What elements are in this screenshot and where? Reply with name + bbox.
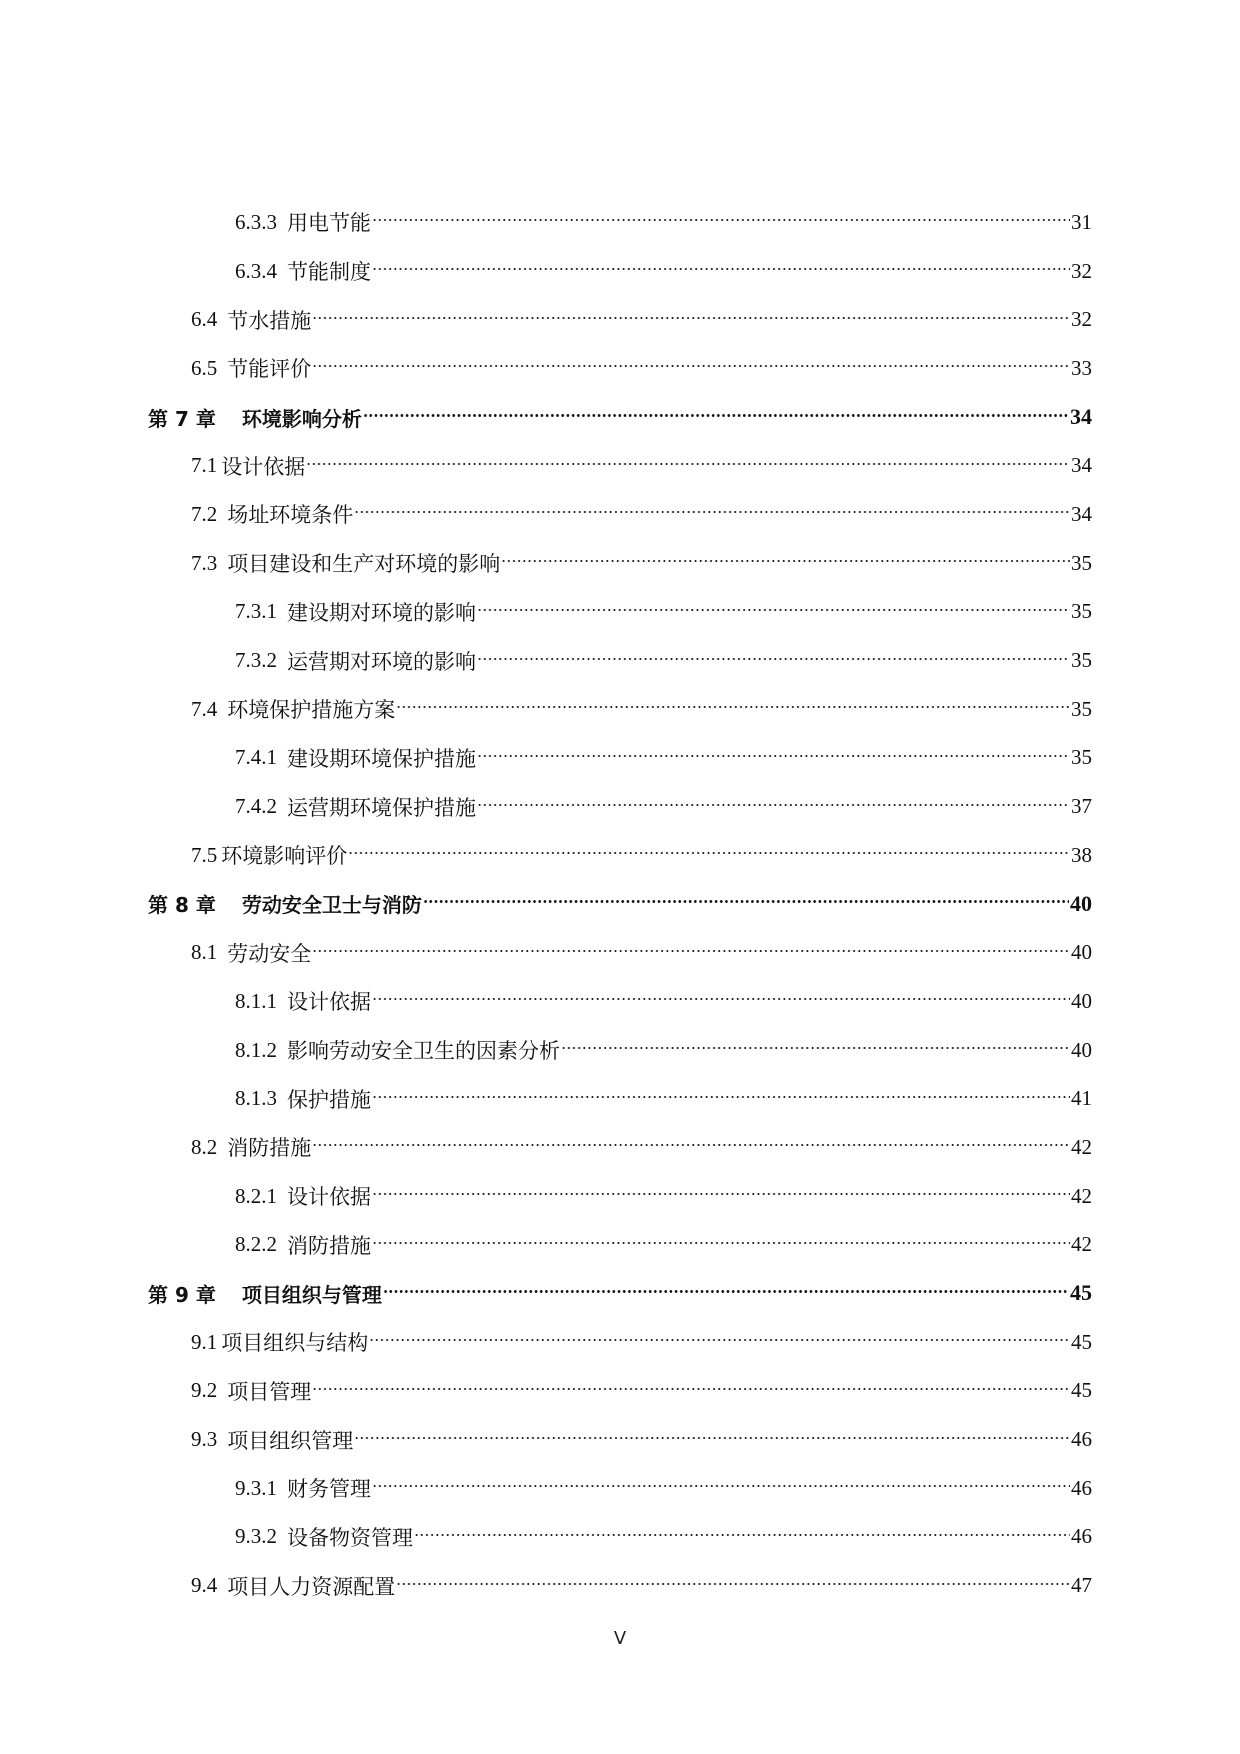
- toc-entry-title: 设计依据: [287, 1185, 371, 1210]
- toc-chapter-entry[interactable]: [0, 880, 1240, 929]
- dot-leader: [372, 1193, 1070, 1195]
- dot-leader: [306, 463, 1070, 465]
- toc-entry-page-number: 46: [1071, 1475, 1092, 1500]
- toc-entry-title: 劳动安全卫士与消防: [241, 893, 422, 918]
- toc-entry-title: 影响劳动安全卫生的因素分析: [287, 1039, 560, 1064]
- dot-leader: [372, 1096, 1070, 1098]
- toc-entry[interactable]: [0, 1172, 1240, 1221]
- toc-entry-line: [148, 1279, 1240, 1308]
- toc-entry-number: 8.1: [191, 940, 218, 965]
- toc-entry-title: 环境影响评价: [221, 844, 348, 869]
- toc-entry-line: [191, 451, 1240, 481]
- toc-entry-line: [235, 1230, 1240, 1260]
- toc-entry-title: 项目人力资源配置: [227, 1574, 396, 1599]
- toc-entry-line: [235, 646, 1240, 676]
- toc-entry-page-number: 40: [1071, 940, 1092, 965]
- dot-leader: [372, 1242, 1070, 1244]
- toc-entry-number: 7.3.2: [235, 648, 277, 673]
- toc-entry-line: [191, 1327, 1240, 1357]
- toc-entry-title: 环境保护措施方案: [227, 698, 396, 723]
- toc-entry-line: [235, 1035, 1240, 1065]
- toc-entry-line: [235, 1522, 1240, 1552]
- toc-entry-title: 保护措施: [287, 1087, 371, 1112]
- toc-entry-number: 第 9 章: [148, 1282, 216, 1307]
- toc-entry[interactable]: [0, 1415, 1240, 1464]
- toc-entry-line: [191, 1376, 1240, 1406]
- toc-entry-title: 项目建设和生产对环境的影响: [227, 552, 501, 577]
- dot-leader: [383, 1290, 1069, 1293]
- dot-leader: [354, 511, 1070, 513]
- toc-entry-title: 消防措施: [227, 1136, 312, 1161]
- dot-leader: [372, 998, 1070, 1000]
- toc-entry-title: 项目组织与管理: [241, 1282, 382, 1307]
- toc-entry[interactable]: [0, 1074, 1240, 1123]
- dot-leader: [312, 317, 1070, 319]
- dot-leader: [501, 560, 1070, 562]
- dot-leader: [369, 1339, 1070, 1341]
- page-number-footer: V: [613, 1628, 627, 1649]
- toc-entry-line: [235, 743, 1240, 773]
- toc-entry-page-number: 38: [1071, 842, 1092, 867]
- dot-leader: [312, 365, 1070, 367]
- toc-entry-title: 节水措施: [227, 308, 312, 333]
- toc-entry-title: 建设期对环境的影响: [287, 600, 476, 625]
- toc-entry-number: 7.2: [191, 501, 218, 526]
- toc-entry[interactable]: [0, 636, 1240, 685]
- toc-entry-page-number: 35: [1071, 696, 1092, 721]
- toc-entry-title: 设备物资管理: [287, 1525, 413, 1550]
- dot-leader: [477, 658, 1070, 660]
- toc-entry-number: 7.3: [191, 550, 218, 575]
- toc-entry-number: 8.1.3: [235, 1086, 277, 1111]
- toc-entry[interactable]: [0, 782, 1240, 831]
- toc-entry-line: [191, 353, 1240, 383]
- dot-leader: [477, 609, 1070, 611]
- toc-entry-line: [235, 597, 1240, 627]
- dot-leader: [372, 219, 1070, 221]
- toc-entry-number: 7.4.1: [235, 745, 277, 770]
- toc-entry-title: 运营期环境保护措施: [287, 795, 476, 820]
- dot-leader: [354, 1437, 1070, 1439]
- toc-chapter-entry[interactable]: [0, 393, 1240, 442]
- toc-entry-line: [235, 986, 1240, 1016]
- toc-entry-line: [191, 840, 1240, 870]
- toc-entry-number: 9.3: [191, 1427, 218, 1452]
- table-of-contents: [0, 198, 1240, 1610]
- toc-entry-page-number: 35: [1071, 599, 1092, 624]
- toc-entry-line: [235, 1084, 1240, 1114]
- toc-entry[interactable]: [0, 441, 1240, 490]
- toc-entry-number: 7.4.2: [235, 794, 277, 819]
- toc-entry-title: 项目管理: [227, 1379, 312, 1404]
- dot-leader: [312, 1144, 1070, 1146]
- toc-chapter-entry[interactable]: [0, 1269, 1240, 1318]
- toc-entry-line: [191, 1571, 1240, 1601]
- toc-entry[interactable]: [0, 1123, 1240, 1172]
- toc-entry-number: 6.3.4: [235, 258, 277, 283]
- toc-entry[interactable]: [0, 295, 1240, 344]
- dot-leader: [348, 852, 1070, 854]
- toc-entry-line: [235, 256, 1240, 286]
- toc-entry-page-number: 40: [1071, 1037, 1092, 1062]
- toc-entry[interactable]: [0, 1318, 1240, 1367]
- toc-entry-line: [235, 207, 1240, 237]
- toc-entry-number: 8.2.2: [235, 1232, 277, 1257]
- toc-entry-page-number: 40: [1071, 988, 1092, 1013]
- toc-entry-number: 7.4: [191, 696, 218, 721]
- dot-leader: [561, 1047, 1070, 1049]
- dot-leader: [477, 755, 1070, 757]
- toc-entry-title: 场址环境条件: [227, 503, 354, 528]
- toc-entry-page-number: 45: [1070, 1280, 1092, 1306]
- toc-entry-line: [191, 305, 1240, 335]
- dot-leader: [372, 268, 1070, 270]
- toc-entry-title: 财务管理: [287, 1477, 371, 1502]
- toc-entry-number: 9.3.1: [235, 1475, 277, 1500]
- toc-entry-title: 用电节能: [287, 211, 371, 236]
- toc-entry-page-number: 45: [1071, 1378, 1092, 1403]
- toc-entry[interactable]: [0, 588, 1240, 637]
- toc-entry-title: 运营期对环境的影响: [287, 649, 476, 674]
- toc-entry-number: 6.5: [191, 355, 218, 380]
- toc-entry-line: [235, 1473, 1240, 1503]
- toc-entry-title: 项目组织管理: [227, 1428, 354, 1453]
- toc-entry-title: 项目组织与结构: [221, 1331, 369, 1356]
- dot-leader: [423, 900, 1069, 903]
- toc-entry-page-number: 35: [1071, 745, 1092, 770]
- toc-entry-line: [235, 792, 1240, 822]
- toc-entry-number: 7.1: [191, 453, 218, 478]
- toc-entry-number: 7.3.1: [235, 599, 277, 624]
- toc-entry[interactable]: [0, 1513, 1240, 1562]
- toc-entry-number: 9.3.2: [235, 1524, 277, 1549]
- toc-entry-page-number: 42: [1071, 1183, 1092, 1208]
- toc-entry-page-number: 35: [1071, 648, 1092, 673]
- toc-entry[interactable]: [0, 1026, 1240, 1075]
- dot-leader: [477, 804, 1070, 806]
- toc-entry-page-number: 46: [1071, 1524, 1092, 1549]
- toc-entry[interactable]: [0, 490, 1240, 539]
- toc-entry-line: [191, 548, 1240, 578]
- toc-entry-page-number: 31: [1071, 209, 1092, 234]
- toc-entry[interactable]: [0, 1464, 1240, 1513]
- toc-entry[interactable]: [0, 928, 1240, 977]
- toc-entry-number: 9.1: [191, 1329, 218, 1354]
- toc-entry-page-number: 34: [1071, 453, 1092, 478]
- toc-entry-title: 消防措施: [287, 1233, 371, 1258]
- toc-entry[interactable]: [0, 1220, 1240, 1269]
- toc-entry-line: [191, 1132, 1240, 1162]
- toc-entry-line: [148, 889, 1240, 918]
- toc-entry-number: 9.2: [191, 1378, 218, 1403]
- toc-entry-page-number: 45: [1071, 1329, 1092, 1354]
- toc-entry-number: 8.2: [191, 1134, 218, 1159]
- toc-entry-number: 8.1.1: [235, 988, 277, 1013]
- toc-entry-title: 设计依据: [221, 454, 306, 479]
- toc-entry-title: 节能评价: [227, 357, 312, 382]
- toc-entry-number: 9.4: [191, 1573, 218, 1598]
- toc-entry-page-number: 35: [1071, 550, 1092, 575]
- toc-entry-page-number: 42: [1071, 1232, 1092, 1257]
- dot-leader: [312, 1388, 1070, 1390]
- toc-entry[interactable]: [0, 977, 1240, 1026]
- toc-entry-page-number: 47: [1071, 1573, 1092, 1598]
- toc-entry-title: 环境影响分析: [241, 406, 362, 431]
- toc-entry-line: [191, 1425, 1240, 1455]
- dot-leader: [363, 414, 1069, 417]
- toc-entry-page-number: 32: [1071, 258, 1092, 283]
- toc-entry[interactable]: [0, 1561, 1240, 1610]
- toc-entry[interactable]: [0, 831, 1240, 880]
- dot-leader: [312, 950, 1070, 952]
- toc-entry[interactable]: [0, 685, 1240, 734]
- toc-entry-title: 劳动安全: [227, 941, 312, 966]
- toc-entry-line: [148, 403, 1240, 432]
- toc-entry-title: 节能制度: [287, 260, 371, 285]
- dot-leader: [414, 1534, 1070, 1536]
- dot-leader: [396, 1583, 1070, 1585]
- toc-entry-page-number: 46: [1071, 1427, 1092, 1452]
- toc-entry[interactable]: [0, 247, 1240, 296]
- toc-entry-number: 第 7 章: [148, 406, 216, 431]
- toc-entry-title: 建设期环境保护措施: [287, 746, 476, 771]
- toc-entry-page-number: 32: [1071, 307, 1092, 332]
- toc-entry[interactable]: [0, 198, 1240, 247]
- toc-entry-page-number: 33: [1071, 355, 1092, 380]
- toc-entry-line: [191, 694, 1240, 724]
- toc-entry[interactable]: [0, 539, 1240, 588]
- toc-entry-number: 6.3.3: [235, 209, 277, 234]
- toc-entry-page-number: 37: [1071, 794, 1092, 819]
- toc-entry-line: [191, 938, 1240, 968]
- toc-entry-page-number: 34: [1070, 404, 1092, 430]
- toc-entry-page-number: 42: [1071, 1134, 1092, 1159]
- dot-leader: [396, 706, 1070, 708]
- toc-entry-page-number: 34: [1071, 501, 1092, 526]
- toc-entry[interactable]: [0, 344, 1240, 393]
- toc-entry-number: 6.4: [191, 307, 218, 332]
- toc-entry[interactable]: [0, 734, 1240, 783]
- toc-entry-line: [191, 499, 1240, 529]
- dot-leader: [372, 1485, 1070, 1487]
- toc-entry-line: [235, 1181, 1240, 1211]
- toc-entry[interactable]: [0, 1367, 1240, 1416]
- toc-entry-page-number: 40: [1070, 890, 1092, 916]
- toc-entry-number: 第 8 章: [148, 893, 216, 918]
- toc-entry-number: 7.5: [191, 842, 218, 867]
- toc-entry-title: 设计依据: [287, 990, 371, 1015]
- toc-entry-number: 8.1.2: [235, 1037, 277, 1062]
- toc-entry-number: 8.2.1: [235, 1183, 277, 1208]
- toc-entry-page-number: 41: [1071, 1086, 1092, 1111]
